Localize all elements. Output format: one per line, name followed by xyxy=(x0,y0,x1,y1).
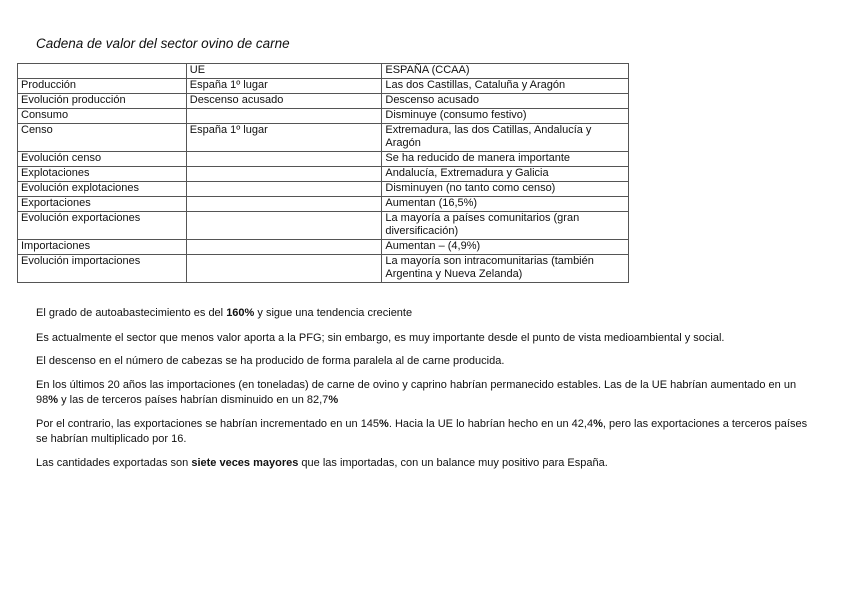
bold-text: % xyxy=(48,394,59,406)
ue-cell xyxy=(186,109,382,124)
text-span: Las cantidades exportadas son xyxy=(36,456,192,469)
table-row xyxy=(18,109,629,124)
ue-cell xyxy=(186,240,382,255)
ue-cell xyxy=(186,197,382,212)
row-label-cell: Consumo xyxy=(18,109,187,124)
row-label-cell: Censo xyxy=(18,124,187,152)
row-label-cell: Explotaciones xyxy=(18,167,187,182)
table-header-row xyxy=(18,64,629,79)
table-row xyxy=(18,124,629,152)
text-span: y sigue una tendencia creciente xyxy=(254,307,413,319)
table-row xyxy=(18,94,629,109)
espana-cell: Se ha reducido de manera importante xyxy=(382,152,629,167)
bold-text: 160% xyxy=(226,307,255,319)
table-row xyxy=(18,197,629,212)
paragraph-valor-pfg: Es actualmente el sector que menos valor aporta a la PFG; sin embargo, es muy importante desde el punto de vista medioambiental y social. xyxy=(36,331,725,344)
paragraph-descenso-cabezas: El descenso en el número de cabezas se ha producido de forma paralela al de carne producida. xyxy=(36,355,505,367)
header-cell-espana: ESPAÑA (CCAA) xyxy=(382,64,629,79)
text-span: El grado de autoabastecimiento es del xyxy=(36,307,227,319)
paragraph-autoabastecimiento xyxy=(36,306,811,322)
ue-cell xyxy=(186,182,382,197)
table-row xyxy=(18,255,629,283)
bold-text: % xyxy=(379,417,389,430)
ue-cell xyxy=(186,152,382,167)
table-row xyxy=(18,212,629,240)
espana-cell: Aumentan – (4,9%) xyxy=(382,240,629,255)
bold-text: siete veces mayores xyxy=(191,456,299,469)
ue-cell: España 1º lugar xyxy=(186,124,382,152)
body-text xyxy=(36,306,811,479)
paragraph-balance xyxy=(36,456,811,472)
espana-cell: Disminuyen (no tanto como censo) xyxy=(382,182,629,197)
header-cell-ue: UE xyxy=(186,64,382,79)
espana-cell: Aumentan (16,5%) xyxy=(382,197,629,212)
row-label-cell: Evolución explotaciones xyxy=(18,182,187,197)
row-label-cell: Evolución producción xyxy=(18,94,187,109)
table-row xyxy=(18,79,629,94)
ue-cell xyxy=(186,212,382,240)
espana-cell: La mayoría son intracomunitarias (también Argentina y Nueva Zelanda) xyxy=(382,255,629,283)
row-label-cell: Producción xyxy=(18,79,187,94)
text-span: , pero las exportaciones a terceros países se habrían multiplicado por 16. xyxy=(36,417,808,445)
ue-cell xyxy=(186,167,382,182)
header-cell xyxy=(18,64,187,79)
row-label-cell: Evolución exportaciones xyxy=(18,212,187,240)
bold-text: % xyxy=(593,417,603,430)
espana-cell: La mayoría a países comunitarios (gran diversificación) xyxy=(382,212,629,240)
table-row xyxy=(18,152,629,167)
text-span: y las de terceros países habrían disminuido en un 82,7 xyxy=(58,394,329,406)
table-row xyxy=(18,240,629,255)
ue-cell xyxy=(186,255,382,283)
espana-cell: Extremadura, las dos Catillas, Andalucía y Aragón xyxy=(382,124,629,152)
value-chain-table xyxy=(17,63,629,283)
paragraph-importaciones xyxy=(36,378,811,409)
row-label-cell: Evolución censo xyxy=(18,152,187,167)
paragraph-exportaciones xyxy=(36,417,811,448)
row-label-cell: Exportaciones xyxy=(18,197,187,212)
table-row xyxy=(18,182,629,197)
text-span: Por el contrario, las exportaciones se habrían incrementado en un 145 xyxy=(36,417,380,430)
document-title: Cadena de valor del sector ovino de carne xyxy=(36,36,290,51)
row-label-cell: Importaciones xyxy=(18,240,187,255)
text-span: que las importadas, con un balance muy positivo para España. xyxy=(298,456,608,469)
row-label-cell: Evolución importaciones xyxy=(18,255,187,283)
espana-cell: Disminuye (consumo festivo) xyxy=(382,109,629,124)
ue-cell: España 1º lugar xyxy=(186,79,382,94)
ue-cell: Descenso acusado xyxy=(186,94,382,109)
espana-cell: Andalucía, Extremadura y Galicia xyxy=(382,167,629,182)
bold-text: % xyxy=(328,394,339,406)
espana-cell: Las dos Castillas, Cataluña y Aragón xyxy=(382,79,629,94)
espana-cell: Descenso acusado xyxy=(382,94,629,109)
text-span: . Hacia la UE lo habrían hecho en un 42,4 xyxy=(388,417,594,430)
table-row xyxy=(18,167,629,182)
text-span: En los últimos 20 años las importaciones (en toneladas) de carne de ovino y caprino habrían permanecido estables. Las de la UE habrían aumentado en un 98 xyxy=(36,378,797,406)
